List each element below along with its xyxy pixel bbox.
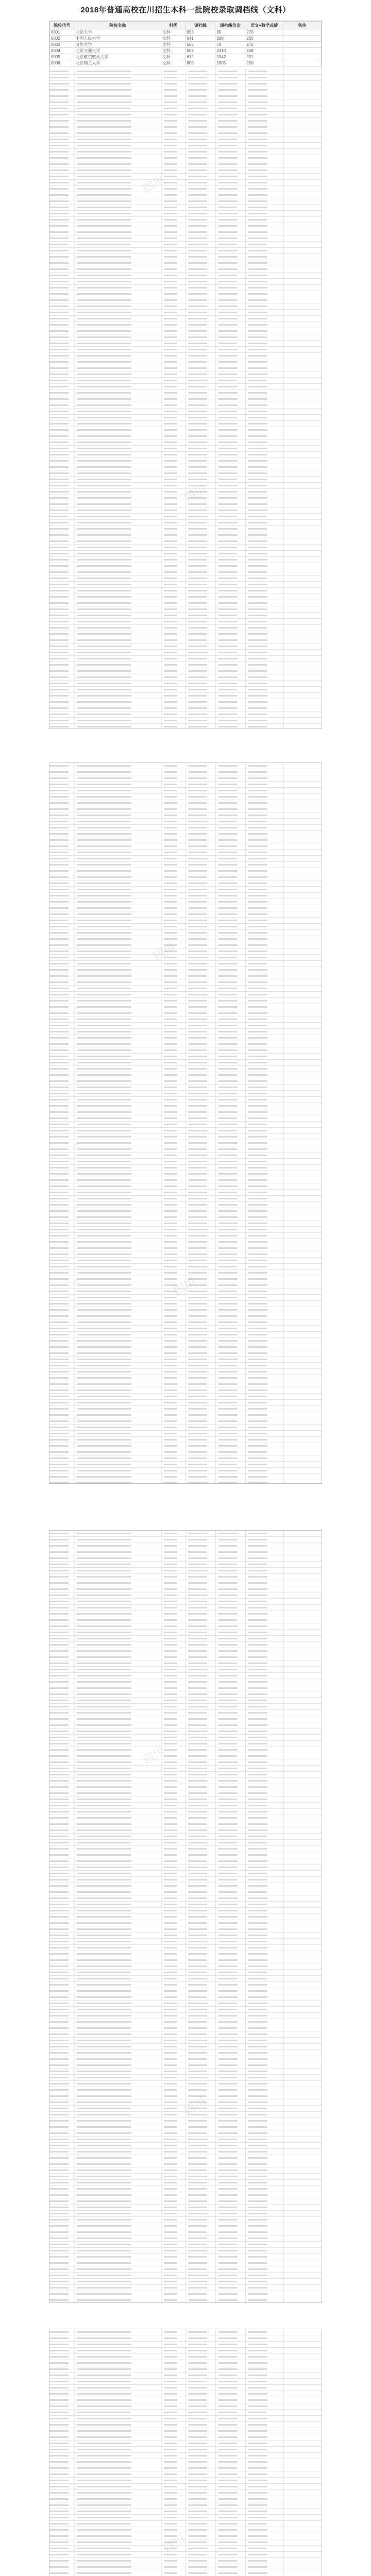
cell-rank: 298	[215, 36, 245, 42]
cell-code: 0005	[50, 54, 74, 60]
table-section-3	[49, 1530, 322, 2303]
cell-type: 文科	[161, 29, 185, 36]
cell-score: 250	[245, 60, 283, 66]
cell-note	[283, 60, 322, 66]
cell-note	[283, 42, 322, 48]
admission-table-sheet	[49, 21, 322, 2576]
cell-name: 北京交通大学	[74, 48, 161, 54]
document-title: 2018年普通高校在川招生本科一批院校录取调档线（文科）	[80, 6, 291, 14]
cell-line: 641	[185, 36, 215, 42]
table-row	[50, 60, 322, 66]
cell-score: 265	[245, 36, 283, 42]
cell-line: 603	[185, 48, 215, 54]
cell-code: 0003	[50, 42, 74, 48]
cell-rank: 95	[215, 29, 245, 36]
table-row	[50, 42, 322, 48]
table-row	[50, 36, 322, 42]
table-section-4	[49, 2329, 322, 2576]
cell-score: 270	[245, 29, 283, 36]
table-row	[50, 29, 322, 36]
cell-score: 272	[245, 42, 283, 48]
table-section-1	[49, 21, 322, 729]
cell-type: 文科	[161, 60, 185, 66]
cell-name: 北京理工大学	[74, 60, 161, 66]
cell-name: 中国人民大学	[74, 36, 161, 42]
table-header-row	[49, 21, 322, 66]
table-row	[50, 48, 322, 54]
cell-note	[283, 29, 322, 36]
cell-score: 248	[245, 48, 283, 54]
cell-note	[283, 36, 322, 42]
cell-name: 清华大学	[74, 42, 161, 48]
cell-type: 文科	[161, 48, 185, 54]
cell-code: 0002	[50, 36, 74, 42]
header-line: 调档线	[185, 22, 215, 29]
table-text-rows	[49, 763, 322, 1483]
header-type: 科类	[161, 22, 185, 29]
cell-code: 0001	[50, 29, 74, 36]
cell-name: 北京大学	[74, 29, 161, 36]
cell-name: 北京航空航天大学	[74, 54, 161, 60]
header-name: 院校名称	[74, 22, 161, 29]
table-section-2	[49, 762, 322, 1484]
cell-type: 文科	[161, 36, 185, 42]
header-note: 备注	[283, 22, 322, 29]
cell-code: 0006	[50, 60, 74, 66]
cell-line: 655	[185, 42, 215, 48]
header-score: 语文+数学成绩	[245, 22, 283, 29]
cell-note	[283, 54, 322, 60]
table-text-rows	[49, 1531, 322, 2302]
header-code: 院校代号	[50, 22, 74, 29]
cell-rank: 1805	[215, 60, 245, 66]
cell-rank: 2310	[215, 48, 245, 54]
table-text-rows	[49, 69, 322, 728]
table-row	[50, 54, 322, 60]
cell-line: 612	[185, 54, 215, 60]
cell-rank: 1542	[215, 54, 245, 60]
cell-note	[283, 48, 322, 54]
cell-type: 文科	[161, 54, 185, 60]
cell-code: 0004	[50, 48, 74, 54]
table-text-rows	[49, 2329, 322, 2576]
header-rank: 调档线位次	[215, 22, 245, 29]
cell-rank: 78	[215, 42, 245, 48]
cell-line: 653	[185, 29, 215, 36]
cell-line: 609	[185, 60, 215, 66]
cell-type: 文科	[161, 42, 185, 48]
cell-score: 251	[245, 54, 283, 60]
